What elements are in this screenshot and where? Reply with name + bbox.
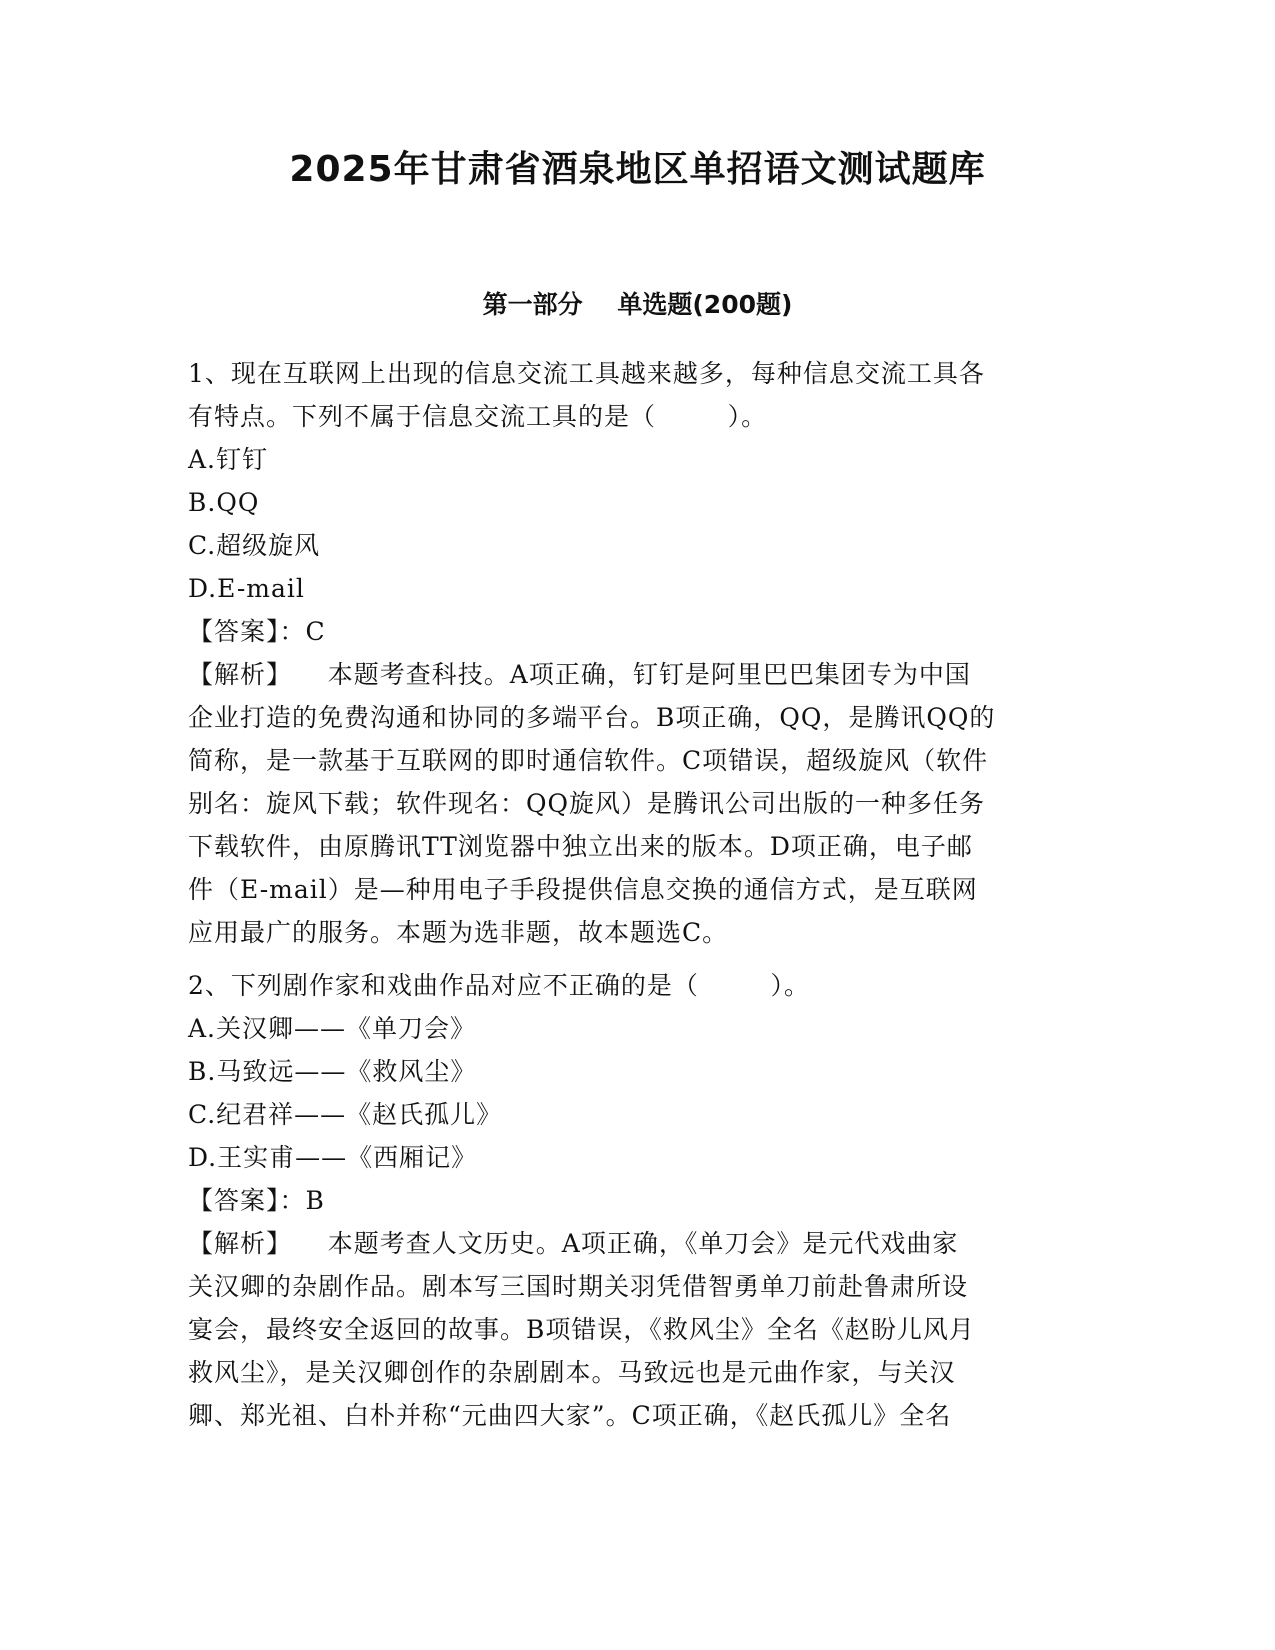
option-c: C.纪君祥——《赵氏孤儿》	[188, 1100, 503, 1129]
question-stem-line: 有特点。下列不属于信息交流工具的是（ ）。	[188, 402, 768, 431]
analysis-line: 【解析】 本题考查人文历史。A项正确，《单刀会》是元代戏曲家	[188, 1229, 959, 1258]
analysis-line: 别名：旋风下载；软件现名：QQ旋风）是腾讯公司出版的一种多任务	[188, 789, 985, 818]
option-c: C.超级旋风	[188, 531, 321, 560]
question-list	[188, 352, 1078, 1437]
analysis-line: 关汉卿的杂剧作品。剧本写三国时期关羽凭借智勇单刀前赴鲁肃所设	[188, 1272, 969, 1301]
analysis-line: 宴会，最终安全返回的故事。B项错误，《救风尘》全名《赵盼儿风月	[188, 1315, 975, 1344]
analysis-line: 简称，是一款基于互联网的即时通信软件。C项错误，超级旋风（软件	[188, 746, 989, 775]
document-title: 2025年甘肃省酒泉地区单招语文测试题库	[289, 149, 986, 190]
analysis-line: 下载软件，由原腾讯TT浏览器中独立出来的版本。D项正确，电子邮	[188, 832, 973, 861]
analysis-line: 企业打造的免费沟通和协同的多端平台。B项正确，QQ，是腾讯QQ的	[188, 703, 996, 732]
analysis-line: 救风尘》，是关汉卿创作的杂剧剧本。马致远也是元曲作家，与关汉	[188, 1358, 956, 1387]
question-1	[188, 352, 1078, 954]
option-a: A.关汉卿——《单刀会》	[188, 1014, 477, 1043]
section-title: 第一部分 单选题(200题)	[482, 290, 793, 319]
question-separator	[188, 954, 1078, 964]
analysis-line: 件（E-mail）是—种用电子手段提供信息交换的通信方式，是互联网	[188, 875, 978, 904]
analysis-line: 应用最广的服务。本题为选非题，故本题选C。	[188, 918, 729, 947]
answer-line: 【答案】：C	[188, 617, 326, 646]
option-d: D.E-mail	[188, 574, 305, 603]
option-d: D.王实甫——《西厢记》	[188, 1143, 478, 1172]
question-stem-line: 1、现在互联网上出现的信息交流工具越来越多，每种信息交流工具各	[188, 359, 985, 388]
option-a: A.钉钉	[188, 445, 269, 474]
analysis-line: 【解析】 本题考查科技。A项正确，钉钉是阿里巴巴集团专为中国	[188, 660, 971, 689]
option-b: B.马致远——《救风尘》	[188, 1057, 477, 1086]
option-b: B.QQ	[188, 488, 260, 517]
question-stem-line: 2、下列剧作家和戏曲作品对应不正确的是（ ）。	[188, 971, 810, 1000]
answer-line: 【答案】：B	[188, 1186, 325, 1215]
analysis-line: 卿、郑光祖、白朴并称“元曲四大家”。C项正确，《赵氏孤儿》全名	[188, 1401, 952, 1430]
question-2	[188, 964, 1078, 1437]
